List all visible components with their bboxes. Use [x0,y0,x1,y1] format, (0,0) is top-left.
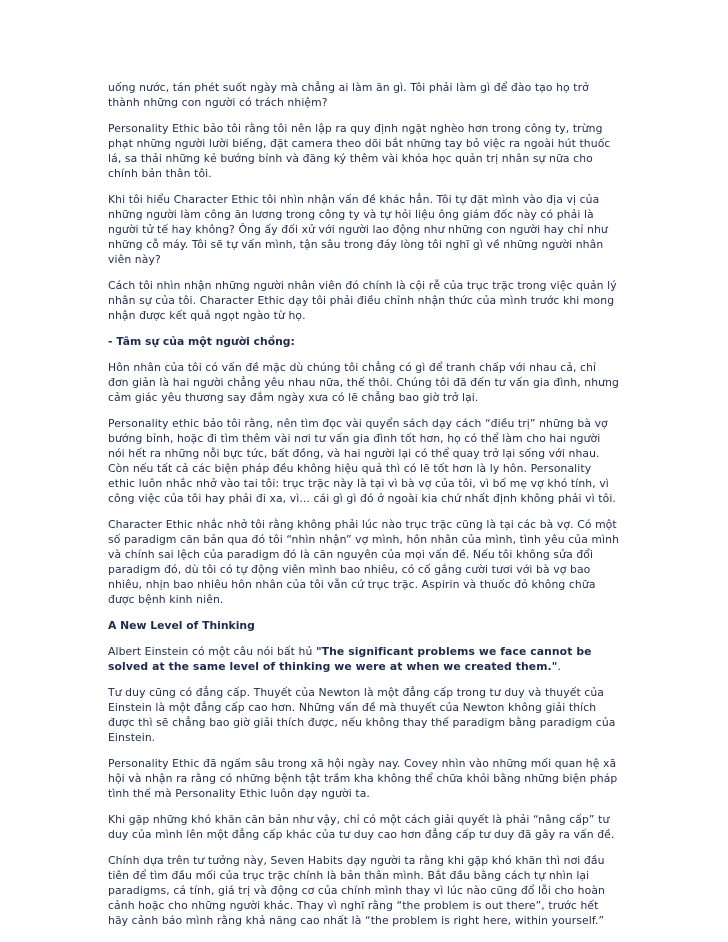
section-heading-husband: - Tâm sự của một người chồng: [108,335,295,348]
paragraph-character-ethic-manager: Khi tôi hiểu Character Ethic tôi nhìn nhận vấn đề khác hẳn. Tôi tự đặt mình vào địa vị của những người làm công ăn lương trong công ty và tự hỏi liệu ông giám đốc này có phải là người tử tế hay không? Ông ấy đối xử với người lao động như những con người hay chỉ như những cỗ máy. Tôi sẽ tự vấn mình, tận sâu trong đáy lòng tôi nghĩ gì về những người nhân viên này? [108,193,608,266]
paragraph-upgrade-thinking: Khi gặp những khó khăn căn bản như vậy, chỉ có một cách giải quyết là phải “nâng cấp” tư duy của mình lên một đẳng cấp khác của tư duy cao hơn đẳng cấp tư duy đã gây ra vấn đề. [108,813,615,841]
paragraph-character-ethic-marriage: Character Ethic nhắc nhở tôi rằng không phải lúc nào trục trặc cũng là tại các bà vợ. Có một số paradigm căn bản qua đó tôi “nhìn nhận” vợ mình, hôn nhân của mình, tình yêu của mình và chính sai lệch của paradigm đó là căn nguyên của mọi vấn đề. Nếu tôi không sửa đổi paradigm đó, dù tôi có tự động viên mình bao nhiêu, có cố gắng cười tươi với bà vợ bao nhiêu, nhịn bao nhiêu hôn nhân của tôi vẫn cứ trục trặc. Aspirin và thuốc đỏ không chữa được bệnh kinh niên. [108,518,620,606]
document-page [108,80,620,939]
paragraph-personality-ethic-marriage: Personality ethic bảo tôi rằng, nên tìm đọc vài quyển sách dạy cách “điều trị” những bà vợ bướng bỉnh, hoặc đi tìm thêm vài nơi tư vấn gia đình tốt hơn, họ có thể làm cho hai người nói hết ra những nỗi bực tức, bất đồng, và hai người lại có thể quay trở lại sống với nhau. Còn nếu tất cả các biện pháp đều không hiệu quả thì có lẽ tốt hơn là ly hôn. Personality ethic luôn nhắc nhở vào tai tôi: trục trặc này là tại vì bà vợ của tôi, vì bố mẹ vợ khó tính, vì công việc của tôi hay phải đi xa, vì... cái gì gì đó ở ngoài kia chứ nhất định không phải vì tôi. [108,417,616,505]
einstein-intro-text: Albert Einstein có một câu nói bất hủ [108,645,316,658]
paragraph-marriage-problem: Hôn nhân của tôi có vấn đề mặc dù chúng tôi chẳng có gì để tranh chấp với nhau cả, chỉ đơn giản là hai người chẳng yêu nhau nữa, thế thôi. Chúng tôi đã đến tư vấn gia đình, nhưng cảm giác yêu thương say đắm ngày xưa có lẽ chẳng bao giờ trở lại. [108,361,619,404]
paragraph-society-personality-ethic: Personality Ethic đã ngấm sâu trong xã hội ngày nay. Covey nhìn vào những mối quan hệ xã hội và nhận ra rằng có những bệnh tật trầm kha không thể chữa khỏi bằng những biện pháp tình thế mà Personality Ethic luôn dạy người ta. [108,757,618,800]
einstein-quote-end: . [557,660,562,673]
paragraph-levels-of-thinking: Tư duy cũng có đẳng cấp. Thuyết của Newton là một đẳng cấp trong tư duy và thuyết của Einstein là một đẳng cấp cao hơn. Những vấn đề mà thuyết của Newton không giải thích được thì sẽ chẳng bao giờ giải thích được, nếu không thay thế paradigm bằng paradigm của Einstein. [108,686,616,744]
section-heading-new-level: A New Level of Thinking [108,619,255,632]
paragraph-intro-continued: uống nước, tán phét suốt ngày mà chẳng ai làm ăn gì. Tôi phải làm gì để đào tạo họ trở thành những con người có trách nhiệm? [108,81,589,109]
einstein-quote-text: "The significant problems we face cannot be solved at the same level of thinking we were at when we created them." [108,645,592,673]
paragraph-seven-habits: Chính dựa trên tư tưởng này, Seven Habits dạy người ta rằng khi gặp khó khăn thì nơi đầu tiên để tìm đầu mối của trục trặc chính là bản thân mình. Bắt đầu bằng cách tự nhìn lại paradigms, cá tính, giá trị và động cơ của chính mình thay vì lúc nào cũng đổ lỗi cho hoàn cảnh hoặc cho những người khác. Thay vì nghĩ rằng “the problem is out there”, trước hết hãy cảnh báo mình rằng khả năng cao nhất là “the problem is right here, within yourself.” [108,854,605,927]
paragraph-personality-ethic-manager: Personality Ethic bảo tôi rằng tôi nên lập ra quy định ngặt nghèo hơn trong công ty, trừng phạt những người lười biếng, đặt camera theo dõi bắt những tay bỏ việc ra ngoài hút thuốc lá, sa thải những kẻ bướng bỉnh và đăng ký thêm vài khóa học quản trị nhân sự nữa cho chính bản thân tôi. [108,122,611,180]
paragraph-einstein-quote [108,644,620,674]
paragraph-root-cause-management: Cách tôi nhìn nhận những người nhân viên đó chính là cội rễ của trục trặc trong việc quản lý nhân sự của tôi. Character Ethic dạy tôi phải điều chỉnh nhận thức của mình trước khi mong nhận được kết quả ngọt ngào từ họ. [108,279,617,322]
